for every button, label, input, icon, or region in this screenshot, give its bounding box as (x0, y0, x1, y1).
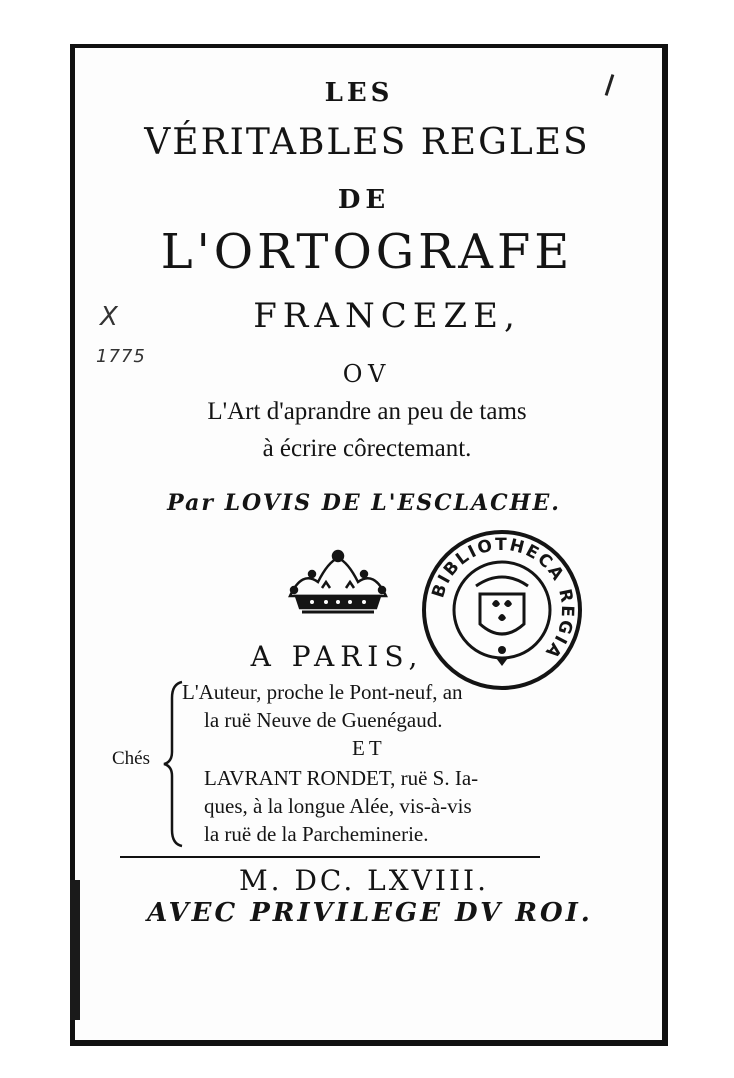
imprint-line-2: la ruë Neuve de Guenégaud. (204, 708, 443, 732)
crown-ornament-icon (282, 548, 394, 620)
imprint-ches: Chés (112, 748, 150, 769)
subtitle-line-1: L'Art d'aprandre an peu de tams (207, 398, 527, 425)
imprint-line-4: LAVRANT RONDET, ruë S. Ia- (204, 766, 479, 790)
imprint-city: A PARIS, (250, 640, 424, 673)
horizontal-rule (120, 856, 540, 858)
title-les: LES (324, 78, 394, 108)
author-line: Par LOVIS DE L'ESCLACHE. (167, 490, 561, 516)
handwritten-number: 1775 (96, 346, 146, 367)
subtitle-line-2: à écrire côrectemant. (262, 435, 472, 462)
title-veritables-regles: VÉRITABLES REGLES (144, 122, 590, 163)
publication-date: M. DC. LXVIII. (239, 864, 489, 897)
imprint-block (112, 678, 572, 858)
stamp-text: BIBLIOTHECA REGIA (428, 534, 578, 663)
title-de: DE (337, 185, 391, 215)
title-ortografe: L'ORTOGRAFE (160, 224, 574, 280)
title-ou: OV (342, 360, 392, 388)
privilege-line: AVEC PRIVILEGE DV ROI. (147, 898, 593, 928)
handwritten-mark: X (100, 302, 118, 332)
imprint-line-1: L'Auteur, proche le Pont-neuf, an (182, 680, 463, 704)
imprint-line-6: la ruë de la Parcheminerie. (204, 822, 429, 846)
imprint-line-5: ques, à la longue Alée, vis-à-vis (204, 794, 472, 818)
imprint-line-3: ET (352, 736, 386, 760)
title-franceze: FRANCEZE, (253, 296, 521, 336)
